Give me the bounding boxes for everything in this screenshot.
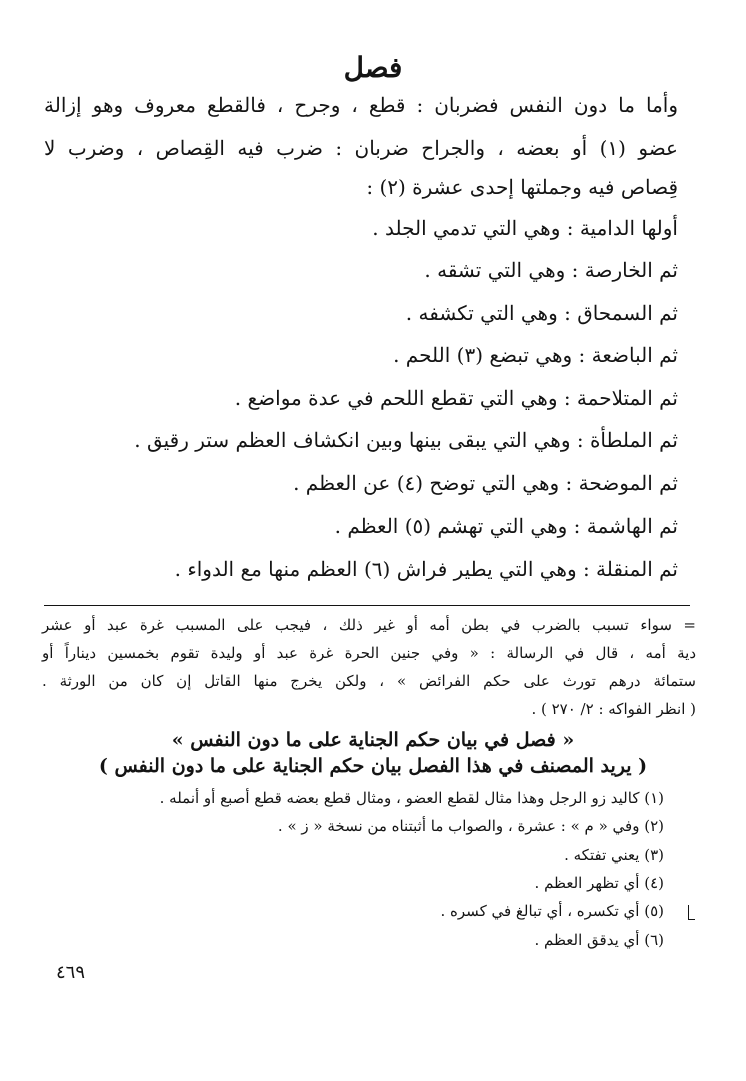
continued-note-line: ستمائة درهم تورث على حكم الفرائض » ، ولكن يخرج منها القاتل إن كان من الورثة . — [42, 672, 696, 690]
chapter-heading: « فصل في بيان حكم الجناية على ما دون النفس » — [171, 729, 575, 751]
wound-item: ثم الهاشمة : وهي التي تهشم (٥) العظم . — [334, 514, 678, 538]
wound-item: ثم الموضحة : وهي التي توضح (٤) عن العظم . — [293, 471, 678, 495]
intro-line-2: عضو (١) أو بعضه ، والجراح ضربان : ضرب فيه القِصاص ، وضرب لا — [44, 136, 678, 160]
intro-line-3: قِصاص فيه وجملتها إحدى عشرة (٢) : — [366, 175, 678, 199]
footnote-6: (٦) أي يدقق العظم . — [534, 931, 664, 949]
chapter-subheading: ( يريد المصنف في هذا الفصل بيان حكم الجناية على ما دون النفس ) — [98, 755, 648, 777]
wound-item: ثم الباضعة : وهي تبضع (٣) اللحم . — [393, 343, 678, 367]
wound-item: ثم المنقلة : وهي التي يطير فراش (٦) العظم منها مع الدواء . — [174, 557, 678, 581]
footnote-5: (٥) أي تكسره ، أي تبالغ في كسره . — [440, 902, 664, 920]
footnote-1: (١) كاليد زو الرجل وهذا مثال لقطع العضو ، ومثال قطع بعضه قطع أصبع أو أنمله . — [159, 789, 664, 807]
title-text: فصل — [343, 51, 403, 84]
footnote-3: (٣) يعني تفتكه . — [564, 846, 664, 864]
continued-note-line: = سواء تسبب بالضرب في بطن أمه أو غير ذلك ، فيجب على المسبب غرة عبد أو عشر — [42, 616, 696, 634]
section-title — [0, 48, 746, 88]
wound-item: ثم المتلاحمة : وهي التي تقطع اللحم في عدة مواضع . — [234, 386, 678, 410]
wound-item: ثم الملطأة : وهي التي يبقى بينها وبين انكشاف العظم ستر رقيق . — [134, 428, 678, 452]
intro-line-1: وأما ما دون النفس فضربان : قطع ، وجرح ، فالقطع معروف وهو إزالة — [44, 93, 678, 117]
footnote-separator — [44, 605, 690, 606]
wound-item: ثم الخارصة : وهي التي تشقه . — [424, 258, 678, 282]
wound-item: أولها الدامية : وهي التي تدمي الجلد . — [372, 216, 678, 240]
wound-item: ثم السمحاق : وهي التي تكشفه . — [405, 301, 678, 325]
footnote-2: (٢) وفي « م » : عشرة ، والصواب ما أثبتناه من نسخة « ز » . — [277, 817, 664, 835]
margin-mark — [688, 905, 695, 920]
continued-note-line: ( انظر الفواكه : ٢/ ٢٧٠ ) . — [531, 700, 696, 718]
page-number: ٤٦٩ — [56, 962, 86, 983]
footnote-4: (٤) أي تظهر العظم . — [534, 874, 664, 892]
continued-note-line: دية أمه ، قال في الرسالة : « وفي جنين الحرة غرة عبد أو وليدة تقوم بخمسين ديناراً أو — [42, 644, 696, 662]
